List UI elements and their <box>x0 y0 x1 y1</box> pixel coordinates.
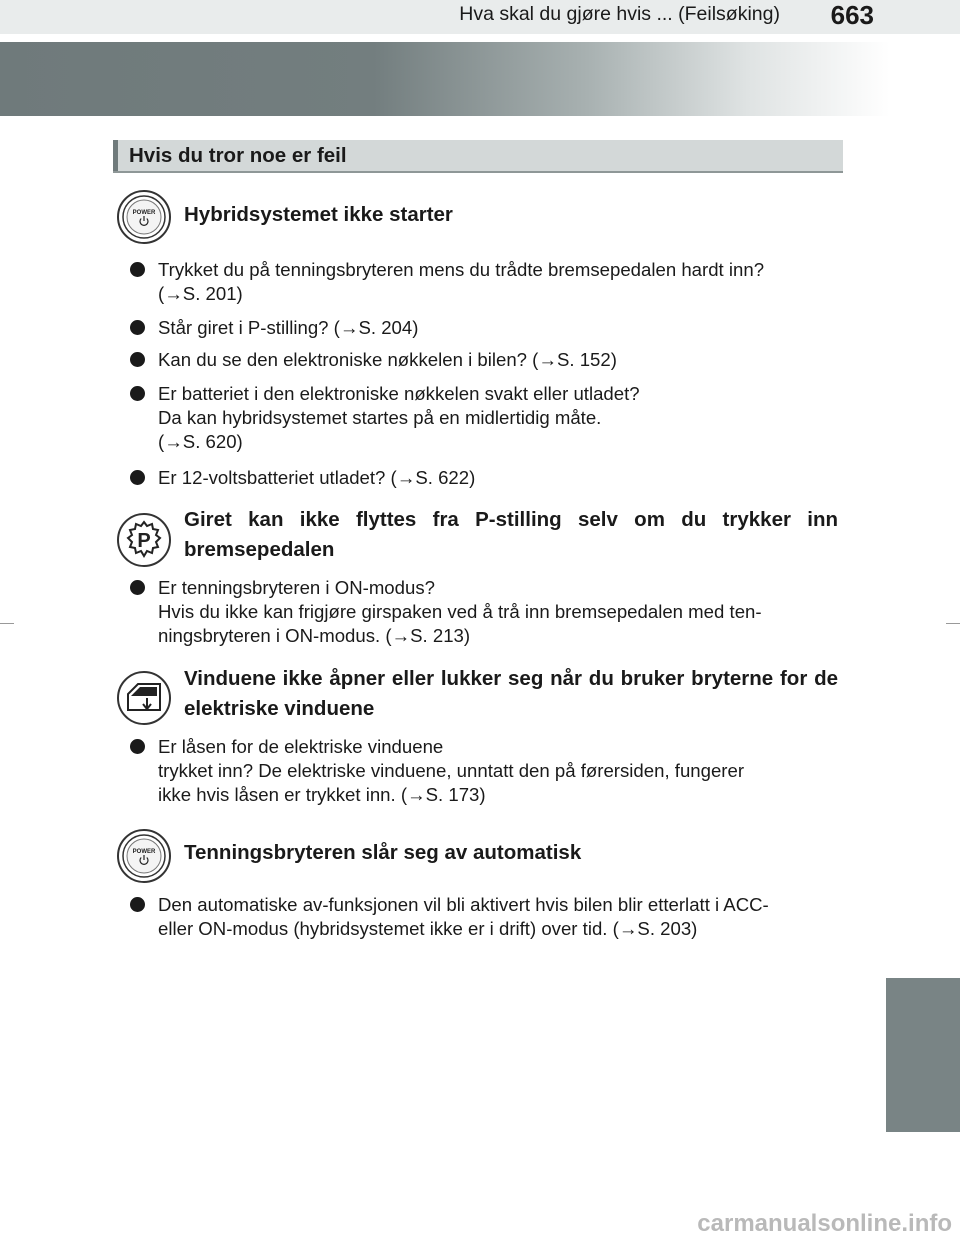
power-button-icon <box>116 828 172 884</box>
park-lock-gear-icon <box>116 512 172 568</box>
chapter-title: Hva skal du gjøre hvis ... (Feilsøking) <box>459 3 780 25</box>
crop-mark <box>946 623 960 624</box>
chapter-side-tab <box>886 978 960 1132</box>
watermark: carmanualsonline.info <box>697 1210 952 1237</box>
bullet-icon <box>130 320 145 335</box>
bullet-icon <box>130 386 145 401</box>
bullet-icon <box>130 739 145 754</box>
section-title: Hvis du tror noe er feil <box>129 144 347 167</box>
power-window-icon <box>116 670 172 726</box>
svg-text:P: P <box>137 530 151 552</box>
chapter-banner <box>0 42 890 116</box>
power-button-icon <box>116 189 172 245</box>
bullet-icon <box>130 580 145 595</box>
bullet-icon <box>130 262 145 277</box>
block-heading-windows: Vinduene ikke åpner eller lukker seg når du bruker bryterne for de elektriske vinduene <box>184 667 838 720</box>
block-heading-hybrid-not-starting: Hybridsystemet ikke starter <box>184 203 453 226</box>
section-header <box>113 140 843 173</box>
crop-mark <box>0 623 14 624</box>
list-item: Trykket du på tenningsbryteren mens du trådte bremsepedalen hardt inn? (→S. 201) <box>130 258 840 306</box>
page-number: 663 <box>830 0 874 30</box>
block-heading-ignition-off: Tenningsbryteren slår seg av automatisk <box>184 841 582 864</box>
bullet-icon <box>130 352 145 367</box>
svg-text:POWER: POWER <box>132 849 156 855</box>
bullet-icon <box>130 897 145 912</box>
list-item: Er tenningsbryteren i ON-modus? Hvis du ikke kan frigjøre girspaken ved å trå inn bremsepedalen med ten- ningsbryteren i ON-modus. (→S. 213) <box>130 576 840 648</box>
list-item: Kan du se den elektroniske nøkkelen i bilen? (→S. 152) <box>130 348 840 372</box>
svg-text:POWER: POWER <box>132 210 156 216</box>
list-item: Den automatiske av-funksjonen vil bli aktivert hvis bilen blir etterlatt i ACC- eller ON-modus (hybridsystemet ikke er i drift) over tid. (→S. 203) <box>130 893 840 941</box>
list-item: Står giret i P-stilling? (→S. 204) <box>130 316 840 340</box>
bullet-icon <box>130 470 145 485</box>
list-item: Er 12-voltsbatteriet utladet? (→S. 622) <box>130 466 840 490</box>
block-heading-shift-locked: Giret kan ikke flyttes fra P-stilling selv om du trykker inn bremsepedalen <box>184 508 838 561</box>
list-item: Er batteriet i den elektroniske nøkkelen svakt eller utladet? Da kan hybridsystemet startes på en midlertidig måte. (→S. 620) <box>130 382 840 454</box>
list-item: Er låsen for de elektriske vinduene trykket inn? De elektriske vinduene, unntatt den på førersiden, fungerer ikke hvis låsen er trykket inn. (→S. 173) <box>130 735 840 807</box>
